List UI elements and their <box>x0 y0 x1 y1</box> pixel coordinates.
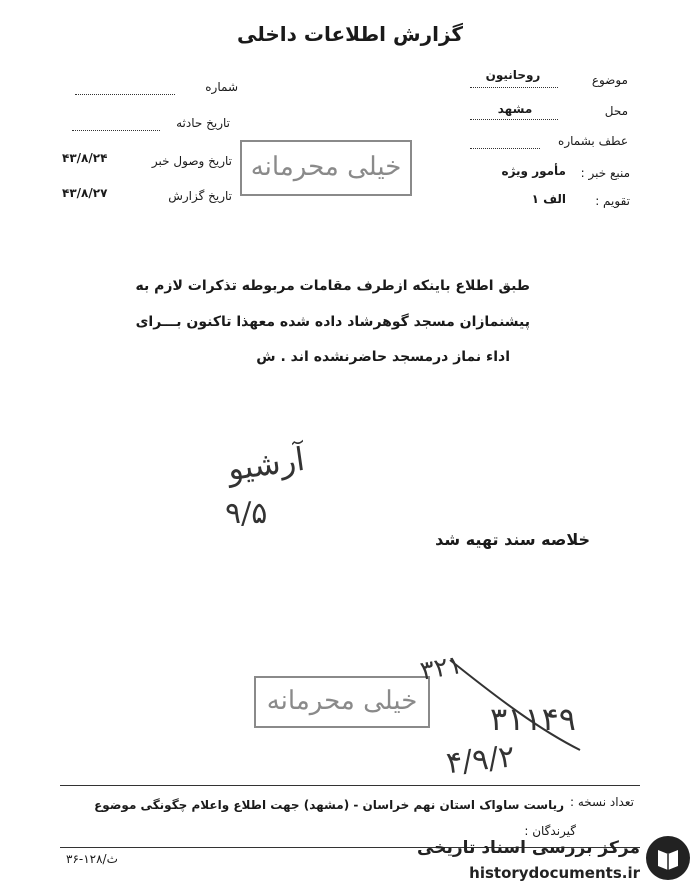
book-icon <box>646 836 690 880</box>
handwritten-number-1: ۳۲۱ <box>418 649 465 687</box>
archive-logo-icon <box>646 836 690 880</box>
ref-label: عطف بشماره <box>558 134 628 148</box>
number-dots <box>75 82 175 95</box>
report-date-label: تاریخ گزارش <box>168 189 232 203</box>
handwritten-archive-note: آرشیو <box>225 439 307 489</box>
handwritten-number-3: ۴/۹/۲ <box>444 739 517 782</box>
incident-date-dots <box>72 118 160 131</box>
receipt-date-value: ۴۳/۸/۲۴ <box>62 151 108 165</box>
subject-dots <box>470 75 558 88</box>
place-label: محل <box>604 104 628 118</box>
number-label: شماره <box>205 80 238 94</box>
incident-date-label: تاریخ حادثه <box>176 116 230 130</box>
receipt-date-label: تاریخ وصول خبر <box>151 154 232 168</box>
confidential-stamp-bottom: خیلی محرمانه <box>254 676 430 728</box>
copies-label: تعداد نسخه : <box>569 795 634 809</box>
place-dots <box>470 107 558 120</box>
handwritten-number-2: ۳۱۱۴۹ <box>490 700 576 738</box>
page-title: گزارش اطلاعات داخلی <box>236 22 464 46</box>
footer-divider <box>60 785 640 786</box>
form-code: ۳۶-۱۲۸/ث <box>66 852 118 866</box>
recipients-label: گیرندگان : <box>524 824 576 838</box>
ref-dots <box>470 136 540 149</box>
confidential-stamp-top: خیلی محرمانه <box>240 140 412 196</box>
handwritten-date-note: ۹/۵ <box>225 496 268 531</box>
rating-label: تقویم : <box>595 194 630 208</box>
watermark-url: historydocuments.ir <box>469 864 640 882</box>
subject-label: موضوع <box>591 73 628 87</box>
source-label: منبع خبر : <box>580 166 630 180</box>
report-date-value: ۴۳/۸/۲۷ <box>62 186 108 200</box>
body-line-3: اداء نماز درمسجد حاضرنشده اند . ش <box>256 349 510 365</box>
watermark-name: مرکز بررسی اسناد تاریخی <box>417 838 640 858</box>
source-value: مأمور ویژه <box>501 164 566 178</box>
body-line-2: پیشنمازان مسجد گوهرشاد داده شده معهذا تاکنون بـــرای <box>135 314 530 330</box>
subject-value: روحانیون <box>485 68 541 82</box>
copies-recipients-text: ریاست ساواک استان نهم خراسان - (مشهد) جهت اطلاع واعلام چگونگی موضوع <box>94 798 564 812</box>
place-value: مشهد <box>497 102 533 116</box>
rating-value: الف ۱ <box>531 192 566 206</box>
summary-note: خلاصه سند تهیه شد <box>435 530 590 549</box>
body-line-1: طبق اطلاع باینکه ازطرف مقامات مربوطه تذکرات لازم به <box>135 278 530 294</box>
